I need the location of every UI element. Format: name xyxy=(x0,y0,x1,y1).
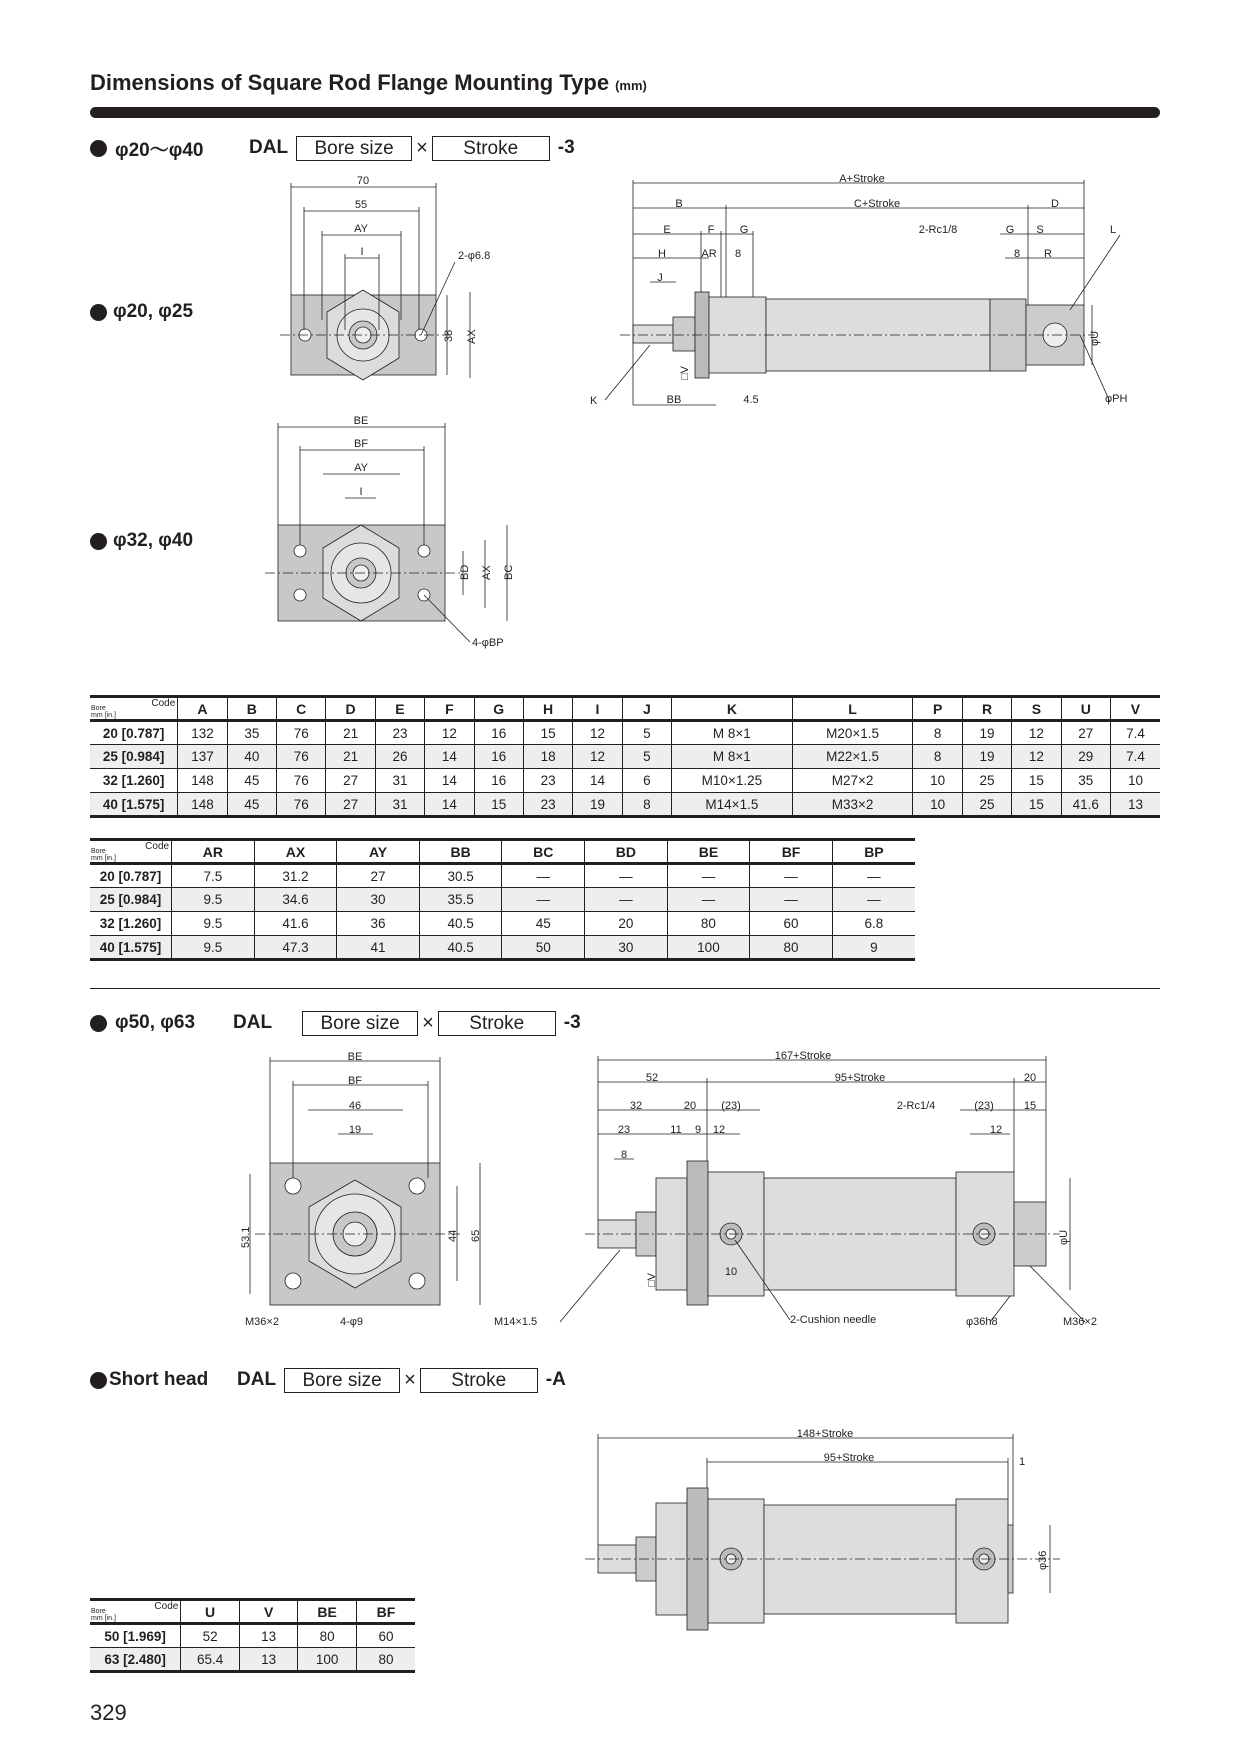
dim-c-stroke: C+Stroke xyxy=(853,198,901,210)
value-cell: 9.5 xyxy=(172,936,255,960)
value-cell: 14 xyxy=(425,793,474,817)
value-cell: 14 xyxy=(425,769,474,793)
value-cell: 100 xyxy=(298,1648,357,1672)
column-header: B xyxy=(227,697,276,721)
dim-h: H xyxy=(658,248,666,260)
dim-bb: BB xyxy=(666,394,682,406)
value-cell: 31.2 xyxy=(254,864,337,888)
title-text: Dimensions of Square Rod Flange Mounting Type xyxy=(90,70,610,95)
column-header: AR xyxy=(172,840,255,864)
column-header: BE xyxy=(298,1600,357,1624)
thread-m36: M36×2 xyxy=(1063,1316,1097,1328)
column-header: P xyxy=(913,697,962,721)
dim-95-stroke: 95+Stroke xyxy=(823,1452,875,1464)
code-label: Code xyxy=(145,841,170,852)
column-header: AY xyxy=(337,840,420,864)
label-text: φ20, φ25 xyxy=(113,301,194,322)
column-header: S xyxy=(1012,697,1061,721)
flange-front-view-20-25 xyxy=(280,175,490,380)
value-cell: 35 xyxy=(1061,769,1110,793)
value-cell: 35.5 xyxy=(419,888,502,912)
column-header: D xyxy=(326,697,375,721)
dimension-table-50-63 xyxy=(90,1598,415,1673)
column-header: V xyxy=(239,1600,298,1624)
table-row xyxy=(90,912,915,936)
stroke-box: Stroke xyxy=(420,1368,538,1393)
value-cell: 41.6 xyxy=(1061,793,1110,817)
value-cell: 9 xyxy=(832,936,915,960)
value-cell: 27 xyxy=(1061,721,1110,745)
unit-text: mm [in.] xyxy=(91,712,116,719)
dim-4-5: 4.5 xyxy=(743,394,759,406)
bore-cell: 20 [0.787] xyxy=(90,721,178,745)
value-cell: 27 xyxy=(326,793,375,817)
dim-k: K xyxy=(590,395,598,407)
dim-12-rear: 12 xyxy=(989,1124,1003,1136)
value-cell: 76 xyxy=(277,769,326,793)
header-corner xyxy=(90,1600,181,1624)
dim-70: 70 xyxy=(356,175,370,187)
model-code: DAL xyxy=(249,137,289,158)
value-cell: 80 xyxy=(750,936,833,960)
column-header: BC xyxy=(502,840,585,864)
value-cell: 12 xyxy=(1012,721,1061,745)
column-header: BE xyxy=(667,840,750,864)
dim-1: 1 xyxy=(1018,1456,1026,1468)
value-cell: 9.5 xyxy=(172,912,255,936)
dim-23: 23 xyxy=(617,1124,631,1136)
dim-j: J xyxy=(657,272,663,284)
column-header: R xyxy=(962,697,1011,721)
column-header: U xyxy=(1061,697,1110,721)
side-view-20-40 xyxy=(590,173,1127,407)
bore-range: φ20〜φ40 xyxy=(115,139,204,161)
dim-46: 46 xyxy=(348,1100,362,1112)
dim-10: 10 xyxy=(724,1266,738,1278)
dim-hole: 2-φ6.8 xyxy=(458,250,491,262)
dim-s: S xyxy=(1036,224,1044,236)
value-cell: 15 xyxy=(523,721,572,745)
model-code: DAL xyxy=(233,1012,273,1033)
value-cell: 80 xyxy=(667,912,750,936)
value-cell: — xyxy=(667,864,750,888)
bore-cell: 40 [1.575] xyxy=(90,793,178,817)
value-cell: 8 xyxy=(913,745,962,769)
header-corner xyxy=(90,840,172,864)
cushion-needle-label: 2-Cushion needle xyxy=(790,1314,877,1326)
suffix: -3 xyxy=(563,1012,581,1033)
value-cell: 25 xyxy=(962,769,1011,793)
dim-53-1: 53.1 xyxy=(240,1226,252,1248)
thread-m14: M14×1.5 xyxy=(494,1316,538,1328)
dim-l: L xyxy=(1109,224,1117,236)
value-cell: — xyxy=(832,864,915,888)
value-cell: 16 xyxy=(474,745,523,769)
dim-8: 8 xyxy=(620,1149,628,1161)
dim-d: D xyxy=(1051,198,1059,210)
table-row xyxy=(90,745,1160,769)
value-cell: — xyxy=(750,888,833,912)
flange-front-view-32-40 xyxy=(265,415,515,649)
value-cell: M 8×1 xyxy=(672,721,793,745)
dim-ax: AX xyxy=(466,329,478,344)
value-cell: 19 xyxy=(573,793,622,817)
value-cell: 7.5 xyxy=(172,864,255,888)
dim-i: I xyxy=(360,246,364,258)
value-cell: 148 xyxy=(178,793,227,817)
dim-65: 65 xyxy=(470,1229,482,1242)
value-cell: 18 xyxy=(523,745,572,769)
value-cell: — xyxy=(502,888,585,912)
dim-bf: BF xyxy=(353,438,369,450)
table-row xyxy=(90,769,1160,793)
dim-be: BE xyxy=(347,1051,363,1063)
value-cell: 12 xyxy=(425,721,474,745)
column-header: BD xyxy=(585,840,668,864)
value-cell: 10 xyxy=(913,793,962,817)
variant-name: Short head xyxy=(109,1369,209,1390)
dim-u: φU xyxy=(1089,330,1101,346)
value-cell: 31 xyxy=(375,769,424,793)
value-cell: 15 xyxy=(1012,769,1061,793)
value-cell: — xyxy=(667,888,750,912)
bore-size-box: Bore size xyxy=(302,1011,418,1036)
value-cell: 23 xyxy=(375,721,424,745)
dim-f: F xyxy=(707,224,715,236)
value-cell: 30.5 xyxy=(419,864,502,888)
value-cell: 16 xyxy=(474,769,523,793)
bore-label xyxy=(91,1608,116,1622)
column-header: BF xyxy=(750,840,833,864)
section-divider xyxy=(90,988,1160,989)
bore-size-box: Bore size xyxy=(296,136,412,161)
value-cell: 52 xyxy=(181,1624,240,1648)
header-corner xyxy=(90,697,178,721)
value-cell: M27×2 xyxy=(792,769,913,793)
value-cell: 14 xyxy=(573,769,622,793)
value-cell: M 8×1 xyxy=(672,745,793,769)
dim-ay: AY xyxy=(354,223,368,235)
value-cell: 34.6 xyxy=(254,888,337,912)
value-cell: 60 xyxy=(356,1624,415,1648)
bore-label xyxy=(91,848,116,862)
value-cell: 31 xyxy=(375,793,424,817)
dim-g: G xyxy=(739,224,749,236)
value-cell: 16 xyxy=(474,721,523,745)
dim-32: 32 xyxy=(629,1100,643,1112)
side-view-short-head xyxy=(585,1428,1060,1630)
value-cell: 19 xyxy=(962,721,1011,745)
value-cell: 50 xyxy=(502,936,585,960)
dim-a-stroke: A+Stroke xyxy=(839,173,885,185)
table-row xyxy=(90,888,915,912)
value-cell: 15 xyxy=(1012,793,1061,817)
column-header: BP xyxy=(832,840,915,864)
dim-148-stroke: 148+Stroke xyxy=(796,1428,854,1440)
value-cell: 41.6 xyxy=(254,912,337,936)
value-cell: 8 xyxy=(622,793,671,817)
table-row xyxy=(90,1648,415,1672)
dim-38: 38 xyxy=(443,329,455,342)
table-row xyxy=(90,936,915,960)
bore-text: Bore xyxy=(91,848,106,855)
dim-hole: 4-φBP xyxy=(472,637,504,649)
value-cell: — xyxy=(585,888,668,912)
value-cell: 26 xyxy=(375,745,424,769)
value-cell: 45 xyxy=(227,769,276,793)
value-cell: 36 xyxy=(337,912,420,936)
value-cell: 35 xyxy=(227,721,276,745)
value-cell: 30 xyxy=(337,888,420,912)
value-cell: 47.3 xyxy=(254,936,337,960)
value-cell: 5 xyxy=(622,745,671,769)
dim-v: □V xyxy=(646,1273,658,1287)
value-cell: 137 xyxy=(178,745,227,769)
dim-20: 20 xyxy=(1023,1072,1037,1084)
dim-bd: BD xyxy=(459,564,471,580)
value-cell: 25 xyxy=(962,793,1011,817)
value-cell: 20 xyxy=(585,912,668,936)
value-cell: 148 xyxy=(178,769,227,793)
value-cell: 13 xyxy=(1110,793,1160,817)
value-cell: — xyxy=(585,864,668,888)
value-cell: 13 xyxy=(239,1624,298,1648)
stroke-box: Stroke xyxy=(432,136,550,161)
value-cell: 21 xyxy=(326,745,375,769)
bore-size-box: Bore size xyxy=(284,1368,400,1393)
value-cell: 6.8 xyxy=(832,912,915,936)
value-cell: 76 xyxy=(277,793,326,817)
value-cell: 80 xyxy=(298,1624,357,1648)
dim-v: □V xyxy=(679,366,691,380)
value-cell: M10×1.25 xyxy=(672,769,793,793)
bore-cell: 32 [1.260] xyxy=(90,769,178,793)
unit-label: (mm) xyxy=(615,78,647,93)
value-cell: 27 xyxy=(326,769,375,793)
value-cell: 76 xyxy=(277,721,326,745)
dimension-table-20-40-main xyxy=(90,695,1160,818)
column-header: BB xyxy=(419,840,502,864)
bore-cell: 25 [0.984] xyxy=(90,888,172,912)
column-header: V xyxy=(1110,697,1160,721)
column-header: BF xyxy=(356,1600,415,1624)
times-sign: × xyxy=(422,1011,434,1034)
dim-bc: BC xyxy=(503,564,515,580)
bore-cell: 50 [1.969] xyxy=(90,1624,181,1648)
value-cell: 12 xyxy=(573,721,622,745)
value-cell: 41 xyxy=(337,936,420,960)
value-cell: 45 xyxy=(502,912,585,936)
dim-55: 55 xyxy=(354,199,368,211)
value-cell: 40 xyxy=(227,745,276,769)
value-cell: 65.4 xyxy=(181,1648,240,1672)
column-header: H xyxy=(523,697,572,721)
value-cell: 10 xyxy=(1110,769,1160,793)
times-sign: × xyxy=(416,136,428,159)
dim-12: 12 xyxy=(712,1124,726,1136)
value-cell: 45 xyxy=(227,793,276,817)
suffix: -3 xyxy=(557,137,575,158)
value-cell: 19 xyxy=(962,745,1011,769)
value-cell: 100 xyxy=(667,936,750,960)
bore-text: Bore xyxy=(91,1608,106,1615)
dim-ay: AY xyxy=(354,462,368,474)
value-cell: 23 xyxy=(523,769,572,793)
page-number: 329 xyxy=(90,1700,127,1725)
port-rc14: 2-Rc1/4 xyxy=(896,1100,936,1112)
dim-8: 8 xyxy=(734,248,742,260)
dim-u: φU xyxy=(1058,1229,1070,1245)
dim-r: R xyxy=(1044,248,1052,260)
column-header: AX xyxy=(254,840,337,864)
dim-11: 11 xyxy=(670,1124,682,1136)
dim-23-ref: (23) xyxy=(721,1100,741,1112)
dim-20-front: 20 xyxy=(683,1100,697,1112)
value-cell: M20×1.5 xyxy=(792,721,913,745)
value-cell: 10 xyxy=(913,769,962,793)
dim-bf: BF xyxy=(347,1075,363,1087)
dimension-table-20-40-flange xyxy=(90,838,915,961)
dim-8-rear: 8 xyxy=(1013,248,1021,260)
column-header: A xyxy=(178,697,227,721)
column-header: G xyxy=(474,697,523,721)
value-cell: 12 xyxy=(1012,745,1061,769)
value-cell: 15 xyxy=(474,793,523,817)
times-sign: × xyxy=(404,1368,416,1391)
value-cell: 23 xyxy=(523,793,572,817)
flange-front-view-50-63 xyxy=(240,1051,482,1328)
value-cell: 40.5 xyxy=(419,936,502,960)
column-header: K xyxy=(672,697,793,721)
bore-label xyxy=(91,705,116,719)
port-rc18: 2-Rc1/8 xyxy=(918,224,958,236)
code-label: Code xyxy=(154,1601,179,1612)
dim-15: 15 xyxy=(1023,1100,1037,1112)
dim-ar: AR xyxy=(701,248,717,260)
bore-range: φ50, φ63 xyxy=(115,1012,196,1033)
value-cell: 76 xyxy=(277,745,326,769)
value-cell: 60 xyxy=(750,912,833,936)
dim-i: I xyxy=(359,486,363,498)
table-row xyxy=(90,793,1160,817)
dim-e: E xyxy=(663,224,671,236)
bore-text: Bore xyxy=(91,705,106,712)
value-cell: 14 xyxy=(425,745,474,769)
dim-g-rear: G xyxy=(1005,224,1015,236)
bore-cell: 25 [0.984] xyxy=(90,745,178,769)
value-cell: 7.4 xyxy=(1110,721,1160,745)
dim-23-ref-rear: (23) xyxy=(974,1100,994,1112)
dim-167-stroke: 167+Stroke xyxy=(774,1050,832,1062)
bore-cell: 40 [1.575] xyxy=(90,936,172,960)
value-cell: — xyxy=(750,864,833,888)
code-label: Code xyxy=(151,698,176,709)
table-row xyxy=(90,1624,415,1648)
table-row xyxy=(90,864,915,888)
column-header: L xyxy=(792,697,913,721)
unit-text: mm [in.] xyxy=(91,855,116,862)
value-cell: 27 xyxy=(337,864,420,888)
dim-hole: 4-φ9 xyxy=(340,1316,364,1328)
value-cell: 6 xyxy=(622,769,671,793)
value-cell: M22×1.5 xyxy=(792,745,913,769)
model-code: DAL xyxy=(237,1369,277,1390)
column-header: U xyxy=(181,1600,240,1624)
value-cell: 7.4 xyxy=(1110,745,1160,769)
value-cell: 8 xyxy=(913,721,962,745)
value-cell: — xyxy=(832,888,915,912)
bore-cell: 63 [2.480] xyxy=(90,1648,181,1672)
dim-b: B xyxy=(675,198,683,210)
value-cell: 5 xyxy=(622,721,671,745)
label-text: φ32, φ40 xyxy=(113,530,194,551)
value-cell: 21 xyxy=(326,721,375,745)
column-header: I xyxy=(573,697,622,721)
stroke-box: Stroke xyxy=(438,1011,556,1036)
value-cell: 29 xyxy=(1061,745,1110,769)
value-cell: 9.5 xyxy=(172,888,255,912)
value-cell: 13 xyxy=(239,1648,298,1672)
value-cell: — xyxy=(502,864,585,888)
value-cell: 132 xyxy=(178,721,227,745)
dim-44: 44 xyxy=(447,1229,459,1242)
dim-ax: AX xyxy=(481,565,493,580)
table-row xyxy=(90,721,1160,745)
value-cell: M33×2 xyxy=(792,793,913,817)
bore-cell: 32 [1.260] xyxy=(90,912,172,936)
dim-52: 52 xyxy=(645,1072,659,1084)
bore-cell: 20 [0.787] xyxy=(90,864,172,888)
value-cell: 40.5 xyxy=(419,912,502,936)
dim-9: 9 xyxy=(694,1124,702,1136)
dim-95-stroke: 95+Stroke xyxy=(834,1072,886,1084)
dim-ph: φPH xyxy=(1105,393,1128,405)
side-view-50-63 xyxy=(494,1050,1097,1328)
dim-36h8: φ36h8 xyxy=(966,1316,998,1328)
value-cell: 80 xyxy=(356,1648,415,1672)
dim-19: 19 xyxy=(348,1124,362,1136)
dim-be: BE xyxy=(353,415,369,427)
value-cell: 30 xyxy=(585,936,668,960)
dim-phi36: φ36 xyxy=(1037,1550,1049,1570)
column-header: E xyxy=(375,697,424,721)
column-header: C xyxy=(277,697,326,721)
suffix: -A xyxy=(545,1369,566,1390)
column-header: J xyxy=(622,697,671,721)
thread-m36: M36×2 xyxy=(245,1316,279,1328)
value-cell: 12 xyxy=(573,745,622,769)
unit-text: mm [in.] xyxy=(91,1615,116,1622)
column-header: F xyxy=(425,697,474,721)
value-cell: M14×1.5 xyxy=(672,793,793,817)
